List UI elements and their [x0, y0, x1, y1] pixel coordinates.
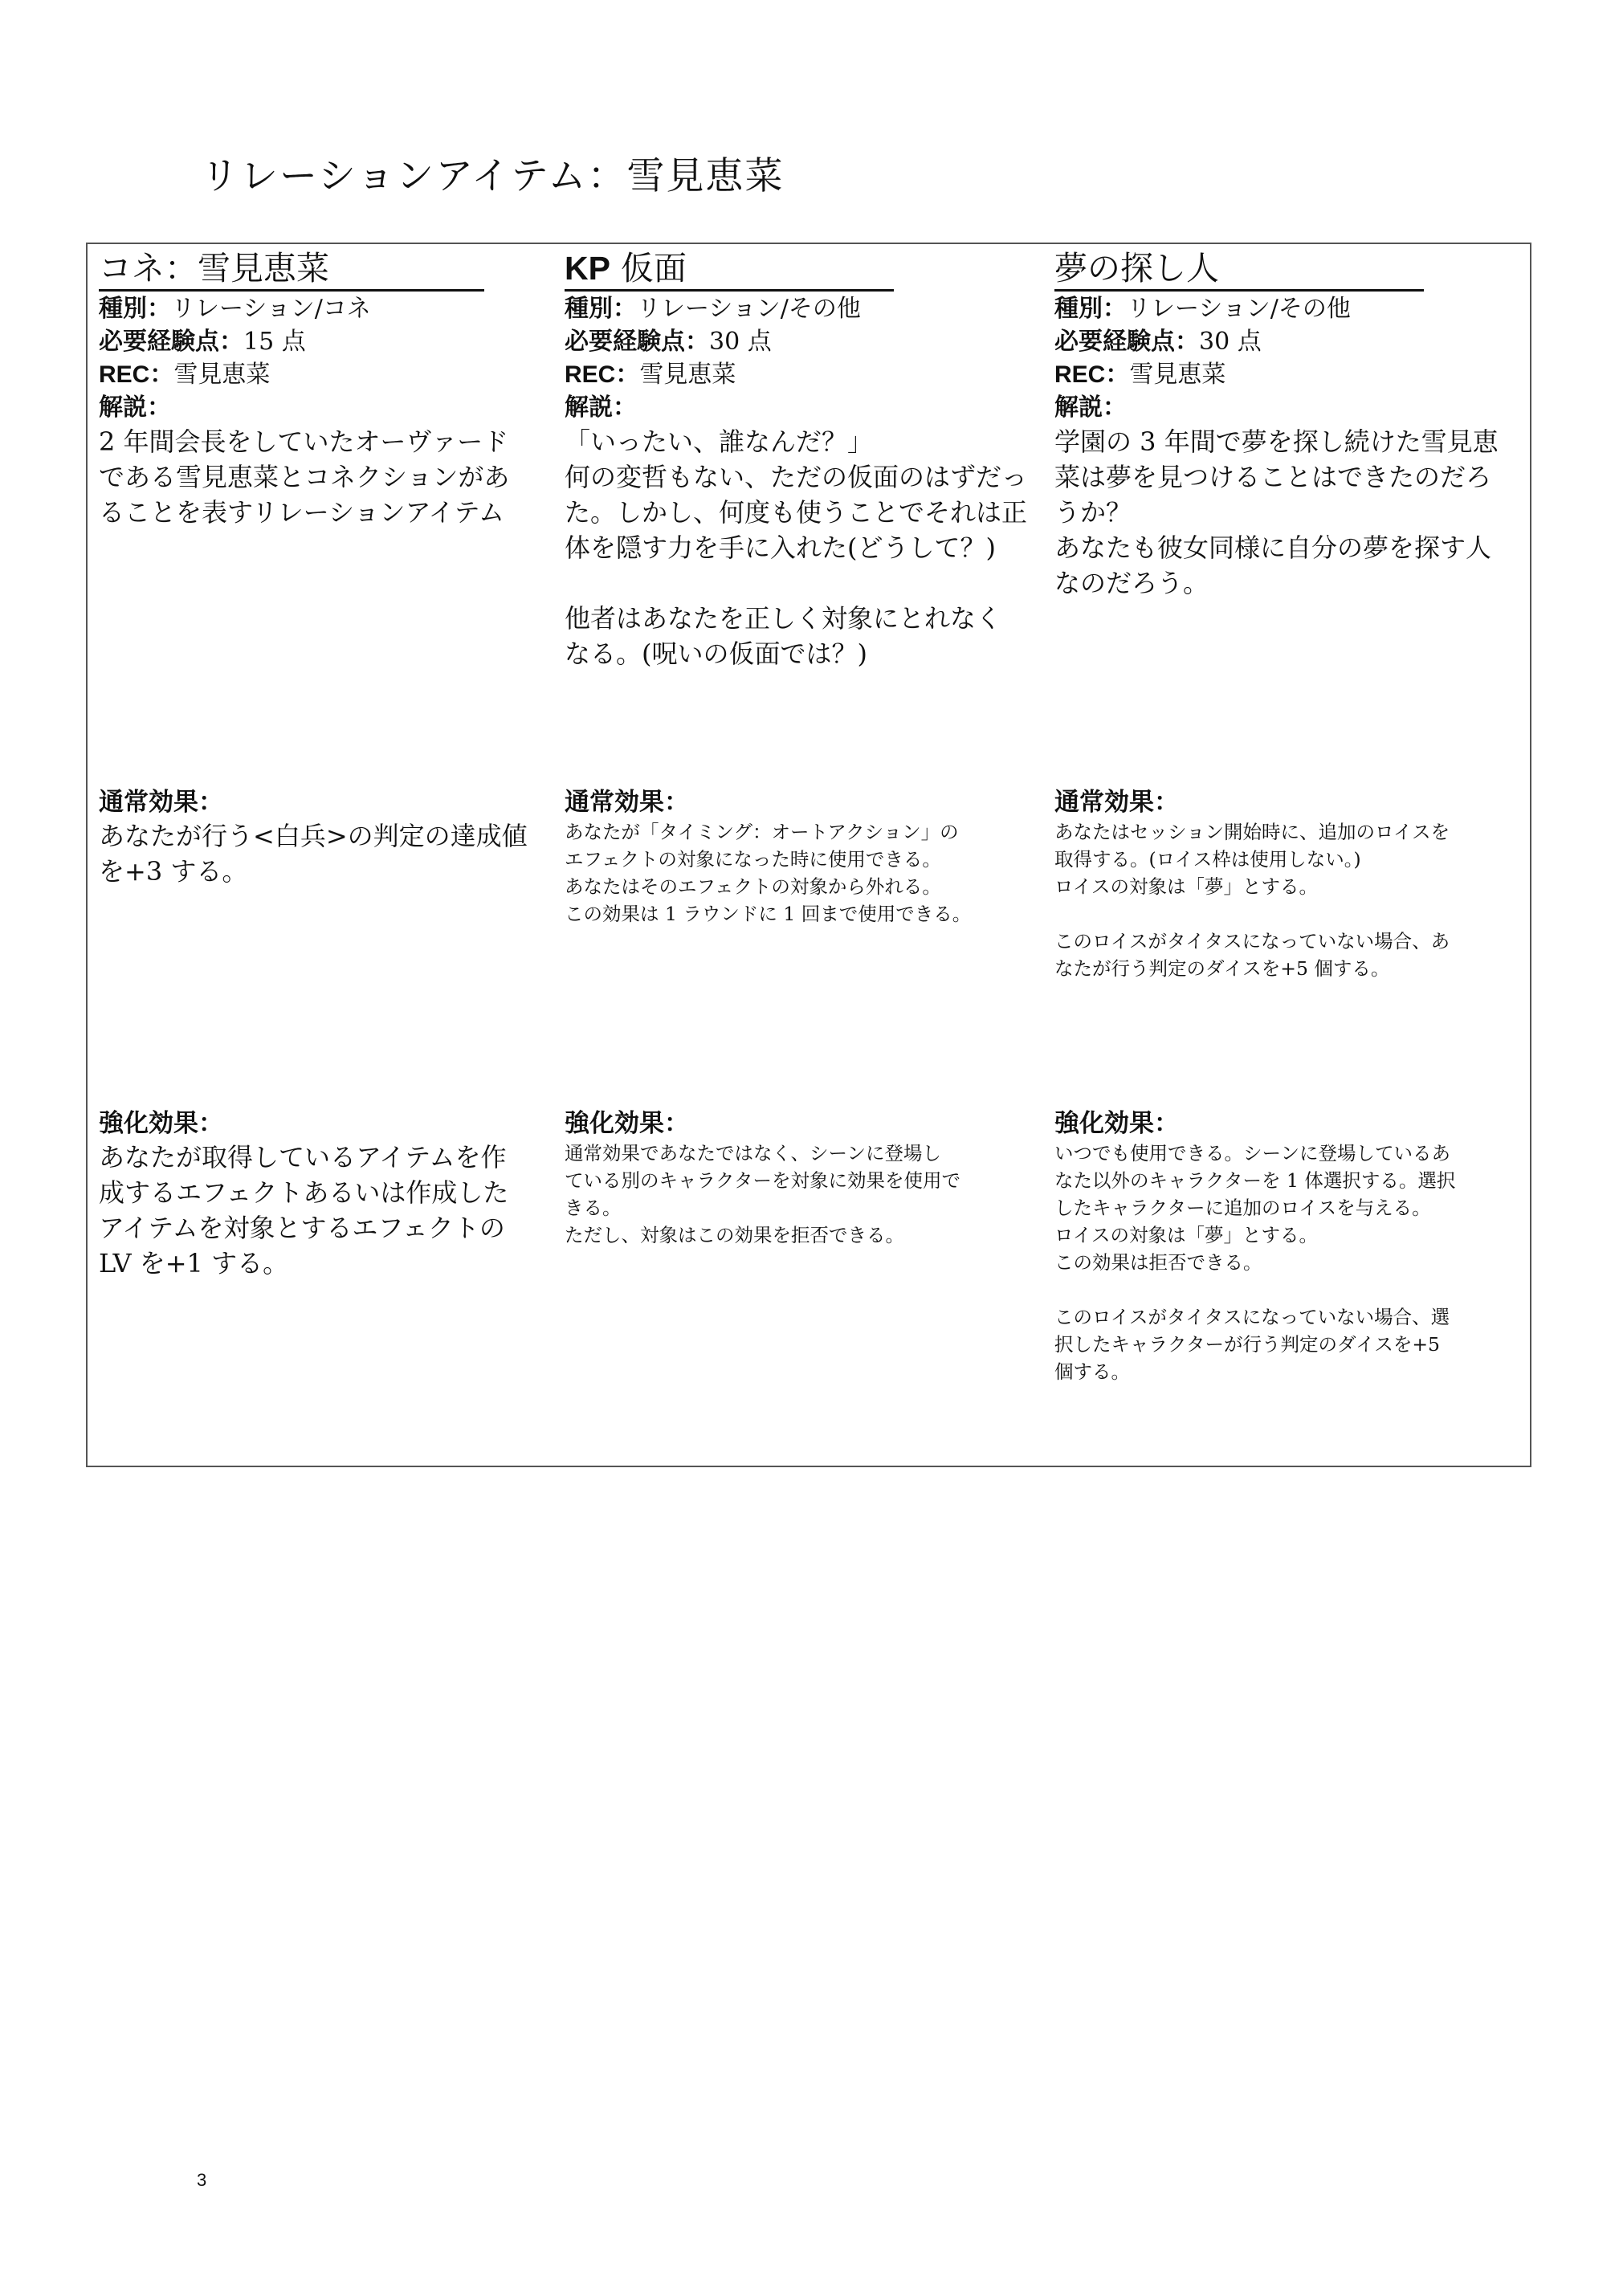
type-value: リレーション/その他 — [637, 295, 861, 323]
rec-label: REC： — [99, 361, 174, 388]
exp-label: 必要経験点： — [1054, 328, 1199, 355]
exp-row — [565, 325, 861, 358]
desc-row — [1054, 391, 1351, 424]
desc-row — [565, 391, 861, 424]
type-row — [565, 292, 861, 325]
type-value: リレーション/その他 — [1127, 295, 1351, 323]
item-table — [86, 243, 1531, 1467]
type-label: 種別： — [565, 296, 637, 322]
normal-effect-label: 通常効果： — [99, 788, 223, 816]
rec-label: REC： — [1054, 361, 1130, 388]
item-name: 夢の探し人 — [1054, 248, 1424, 292]
normal-effect-text: あなたが「タイミング：オートアクション」の エフェクトの対象になった時に使用できる。 あなたはそのエフェクトの対象から外れる。 この効果は 1 ラウンドに 1 回まで使用できる。 — [565, 821, 972, 925]
exp-row — [99, 325, 371, 358]
item-description: 2 年間会長をしていたオーヴァード である雪見恵菜とコネクションがあ ることを表すリレーションアイテム — [99, 426, 510, 528]
type-row — [99, 292, 371, 325]
desc-label: 解説： — [99, 394, 171, 421]
type-label: 種別： — [1054, 296, 1127, 322]
exp-value: 15 点 — [243, 328, 306, 356]
item-description: 「いったい、誰なんだ？」 何の変哲もない、ただの仮面のはずだっ た。しかし、何度も使うことでそれは正 体を隠す力を手に入れた(どうして？) 他者はあなたを正しく対象にとれなく なる。(呪いの仮面では？) — [565, 426, 1028, 669]
normal-effect-text: あなたが行う<白兵>の判定の達成値 を+3 する。 — [99, 821, 528, 887]
rec-value: 雪見恵菜 — [639, 361, 736, 389]
rec-value: 雪見恵菜 — [1129, 361, 1226, 389]
exp-value: 30 点 — [1199, 328, 1262, 356]
type-value: リレーション/コネ — [171, 295, 371, 323]
normal-effect-label: 通常効果： — [1054, 788, 1179, 816]
enhanced-effect-label: 強化効果： — [565, 1109, 689, 1137]
enhanced-effect-text: あなたが取得しているアイテムを作 成するエフェクトあるいは作成した アイテムを対象とするエフェクトの LV を+1 する。 — [99, 1142, 509, 1279]
enhanced-effect-label: 強化効果： — [1054, 1109, 1179, 1137]
type-row — [1054, 292, 1351, 325]
item-description: 学園の 3 年間で夢を探し続けた雪見恵 菜は夢を見つけることはできたのだろ うか？ あなたも彼女同様に自分の夢を探す人 なのだろう。 — [1054, 426, 1499, 598]
item-meta — [99, 292, 371, 424]
rec-label: REC： — [565, 361, 640, 388]
rec-row — [565, 358, 861, 391]
normal-effect-text: あなたはセッション開始時に、追加のロイスを 取得する。(ロイス枠は使用しない。) ロイスの対象は「夢」とする。 このロイスがタイタスになっていない場合、あ なたが行う判定のダイスを+5 個する。 — [1054, 821, 1450, 980]
page-title: リレーションアイテム：雪見恵菜 — [201, 154, 785, 198]
item-name: KP 仮面 — [565, 248, 894, 292]
exp-value: 30 点 — [709, 328, 772, 356]
type-label: 種別： — [99, 296, 171, 322]
enhanced-effect-label: 強化効果： — [99, 1109, 223, 1137]
normal-effect-label: 通常効果： — [565, 788, 689, 816]
enhanced-effect-text: 通常効果であなたではなく、シーンに登場し ている別のキャラクターを対象に効果を使用で きる。 ただし、対象はこの効果を拒否できる。 — [565, 1142, 961, 1246]
desc-label: 解説： — [1054, 394, 1127, 421]
exp-label: 必要経験点： — [99, 328, 243, 355]
rec-value: 雪見恵菜 — [173, 361, 271, 389]
rec-row — [1054, 358, 1351, 391]
page-number: 3 — [197, 2170, 207, 2190]
enhanced-effect-text: いつでも使用できる。シーンに登場しているあ なた以外のキャラクターを 1 体選択する。選択 したキャラクターに追加のロイスを与える。 ロイスの対象は「夢」とする。 この効果は拒否できる。 このロイスがタイタスになっていない場合、選 択したキャラクターが行う判定のダイスを+5 個する。 — [1054, 1142, 1456, 1383]
item-name: コネ：雪見恵菜 — [99, 248, 484, 292]
item-meta — [565, 292, 861, 424]
desc-row — [99, 391, 371, 424]
exp-label: 必要経験点： — [565, 328, 709, 355]
rec-row — [99, 358, 371, 391]
item-meta — [1054, 292, 1351, 424]
desc-label: 解説： — [565, 394, 637, 421]
exp-row — [1054, 325, 1351, 358]
